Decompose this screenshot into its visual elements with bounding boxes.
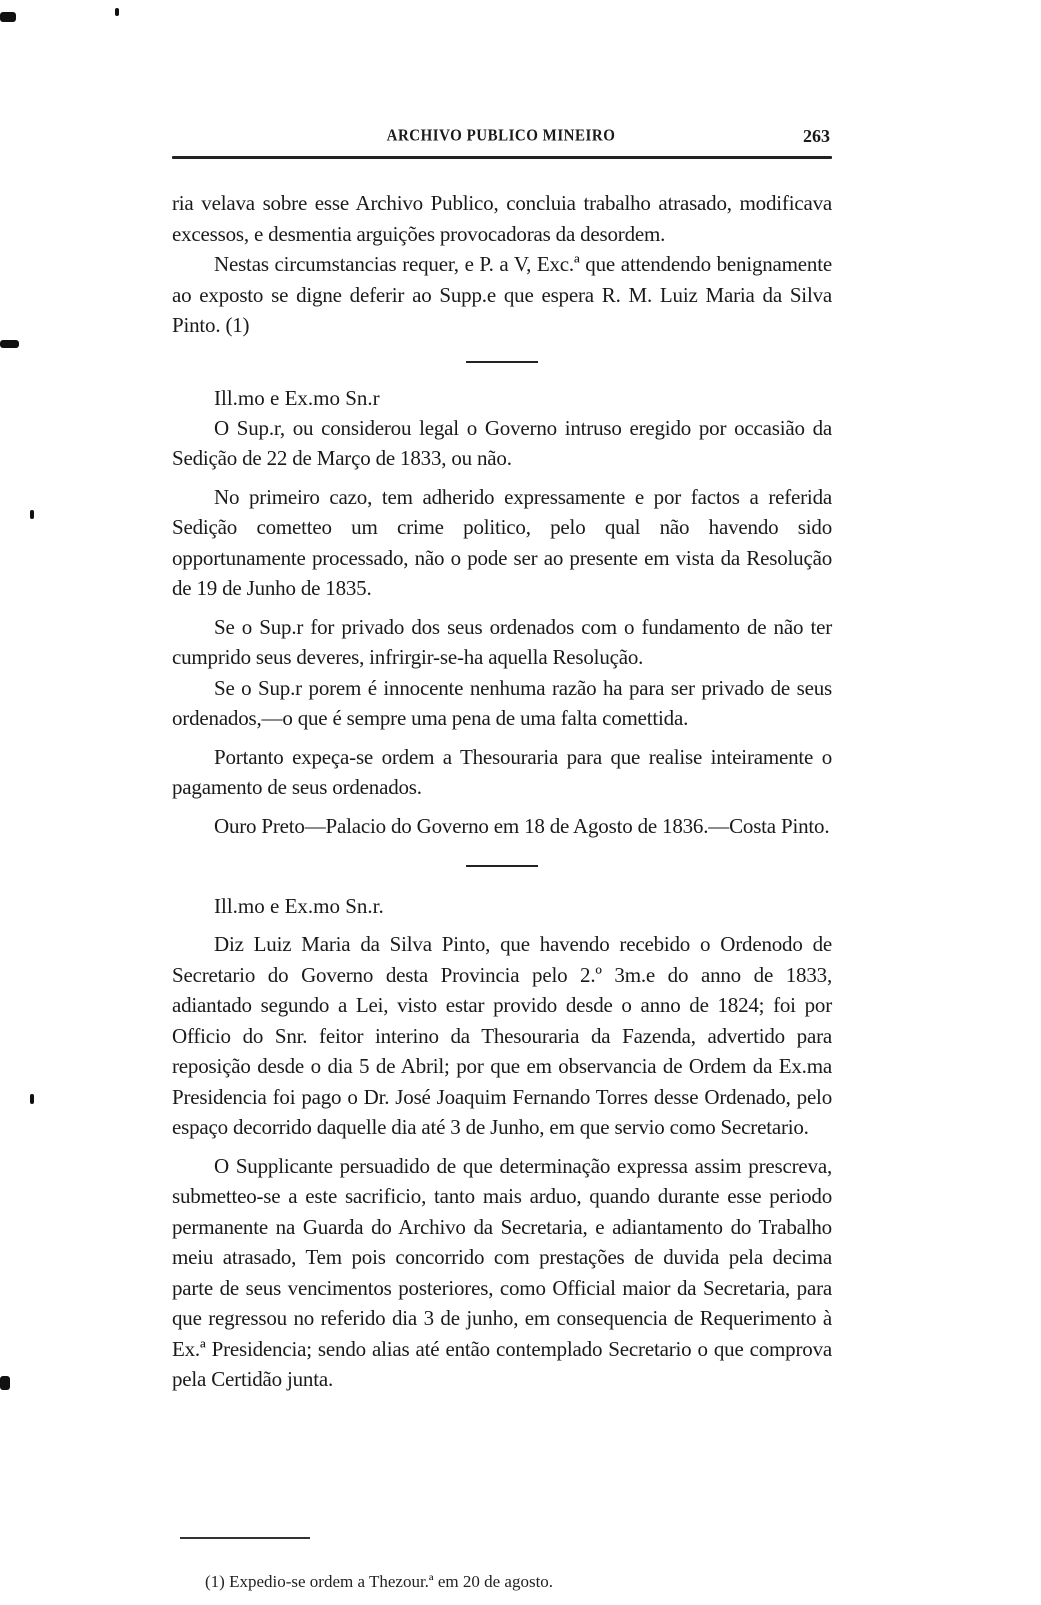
footnote-rule (180, 1537, 310, 1539)
paragraph: O Supplicante persuadido de que determinação expressa assim prescreva, submetteo-se a este sacrificio, tanto mais arduo, quando durante esse periodo permanente na Guarda do Archivo da Secretaria, e adiantamento do Trabalho meiu atrasado, Tem pois concorrido com prestações de duvida pela decima parte de seus vencimentos posteriores, como Official maior da Secretaria, para que regressou no referido dia 3 de junho, em consequencia de Requerimento à Ex.ª Presidencia; sendo alias até então contemplado Secretario o que comprova pela Certidão junta. (172, 1153, 832, 1391)
margin-mark (115, 8, 119, 16)
paragraph: Se o Sup.r porem é innocente nenhuma razão ha para ser privado de seus ordenados,—o que é sempre uma pena de uma falta comettida. (172, 675, 832, 730)
margin-mark (0, 340, 19, 348)
margin-mark (30, 1094, 34, 1104)
paragraph: No primeiro cazo, tem adherido expressamente e por factos a referida Sedição cometteo um crime politico, pelo qual não havendo sido opportunamente processado, não o pode ser ao presente em vista da Resolução de 19 de Junho de 1835. (172, 484, 832, 600)
paragraph: O Sup.r, ou considerou legal o Governo intruso eregido por occasião da Sedição de 22 de Março de 1833, ou não. (172, 415, 832, 470)
page-header (172, 128, 830, 154)
running-title: ARCHIVO PUBLICO MINEIRO (386, 126, 616, 146)
body-text (172, 188, 832, 1395)
paragraph: ria velava sobre esse Archivo Publico, concluia trabalho atrasado, modificava excessos, e desmentia arguições provocadoras da desordem. (172, 191, 832, 246)
page-number: 263 (803, 126, 830, 146)
section-separator (466, 361, 538, 363)
footnote: (1) Expedio-se ordem a Thezour.ª em 20 de agosto. (205, 1572, 554, 1591)
paragraph: Se o Sup.r for privado dos seus ordenados com o fundamento de não ter cumprido seus deveres, infrirgir-se-ha aquella Resolução. (172, 614, 832, 669)
header-rule (172, 156, 832, 159)
salutation: Ill.mo e Ex.mo Sn.r. (214, 894, 384, 918)
signature-line: Ouro Preto—Palacio do Governo em 18 de Agosto de 1836.—Costa Pinto. (214, 813, 830, 838)
paragraph: Portanto expeça-se ordem a Thesouraria para que realise inteiramente o pagamento de seus ordenados. (172, 744, 832, 799)
margin-mark (0, 12, 16, 22)
paragraph: Diz Luiz Maria da Silva Pinto, que havendo recebido o Ordenodo de Secretario do Governo desta Provincia pelo 2.º 3m.e do anno de 1833, adiantado segundo a Lei, visto estar provido desde o anno de 1824; foi por Officio do Snr. feitor interino da Thesouraria da Fazenda, advertido para reposição desde o dia 5 de Abril; por que em observancia de Ordem da Ex.ma Presidencia foi pago o Dr. José Joaquim Fernando Torres desse Ordenado, pelo espaço decorrido daquelle dia até 3 de Junho, em que servio como Secretario. (172, 932, 832, 1139)
salutation: Ill.mo e Ex.mo Sn.r (214, 385, 380, 410)
margin-mark (0, 1376, 10, 1390)
margin-mark (30, 510, 34, 519)
paragraph: Nestas circumstancias requer, e P. a V, Exc.ª que attendendo benignamente ao exposto se digne deferir ao Supp.e que espera R. M. Luiz Maria da Silva Pinto. (1) (172, 252, 832, 337)
section-separator (466, 865, 538, 867)
